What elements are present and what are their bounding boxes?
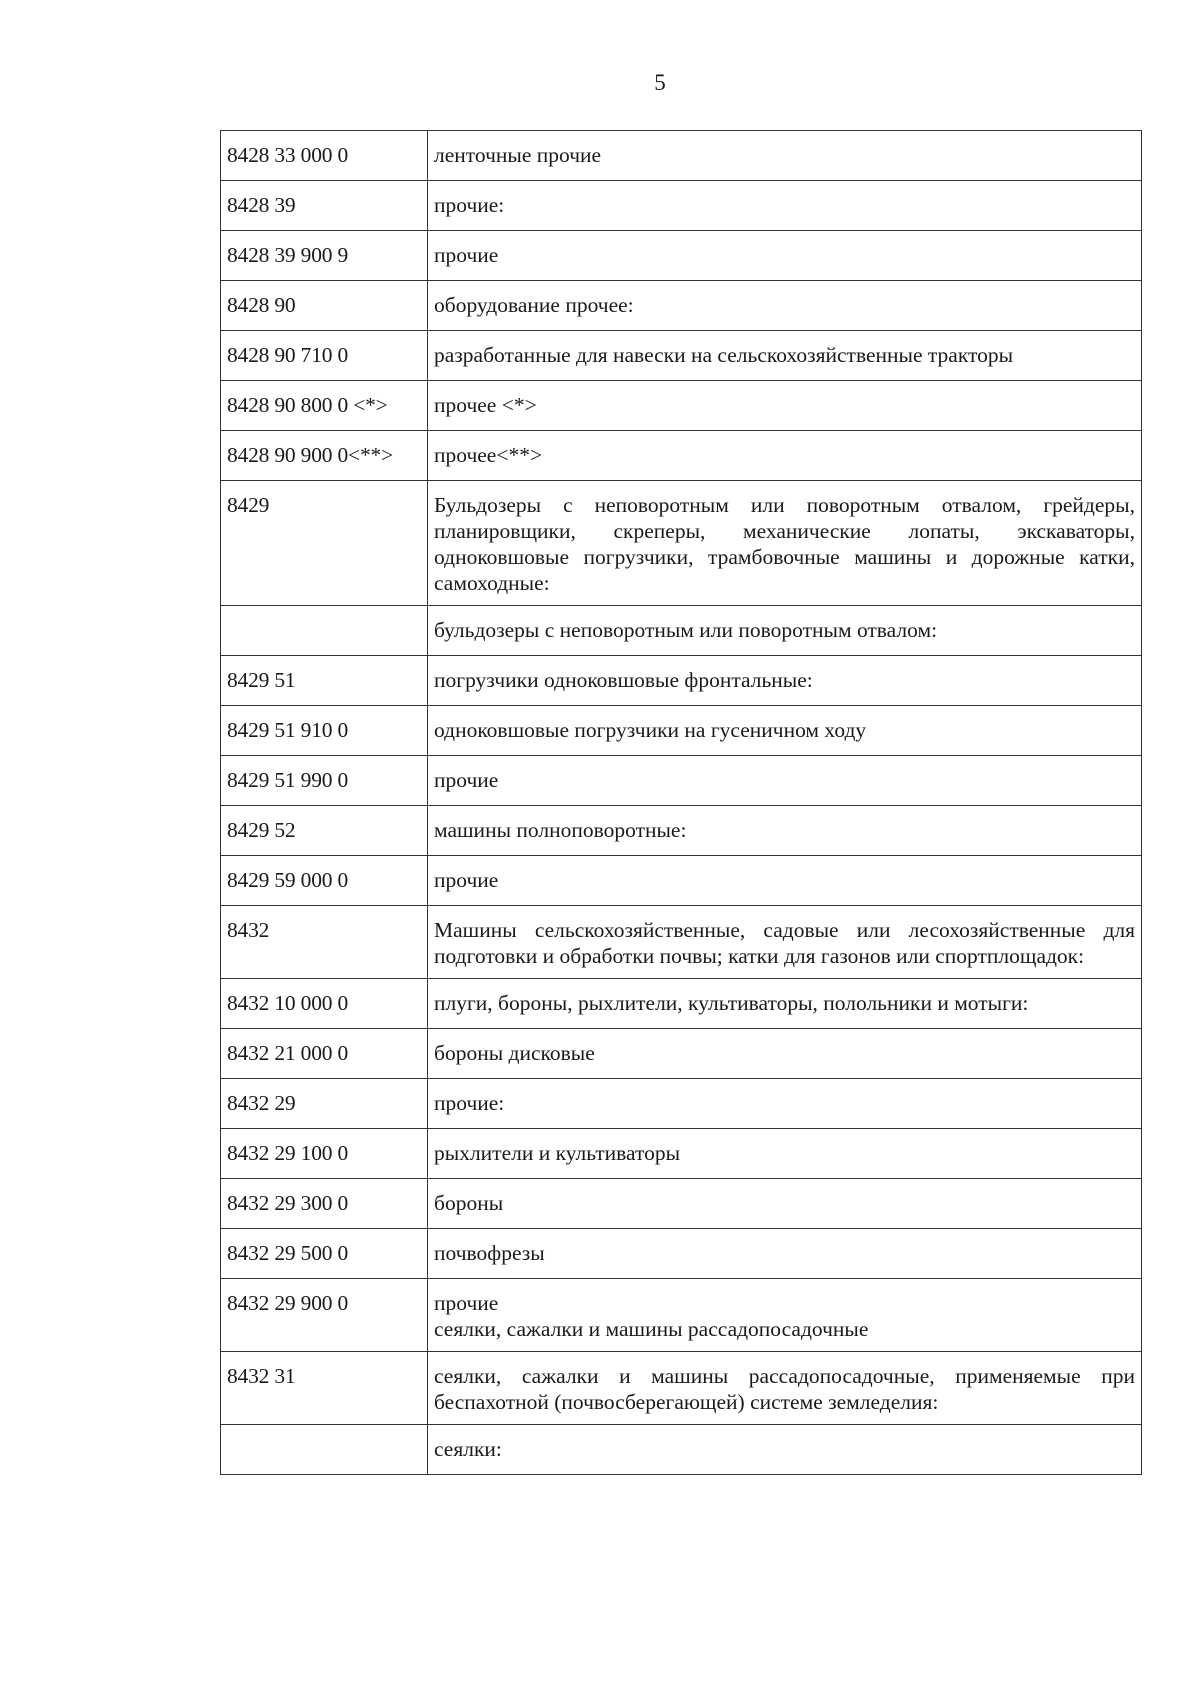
description-cell (428, 1129, 1142, 1179)
table-row (221, 181, 1142, 231)
table-row (221, 431, 1142, 481)
description-line: сеялки, сажалки и машины рассадопосадочные, применяемые при беспахотной (почвосберегающей) системе земледелия: (434, 1364, 1135, 1414)
description-line: погрузчики одноковшовые фронтальные: (434, 668, 813, 692)
page-number: 5 (654, 70, 666, 95)
code-cell: 8428 39 900 9 (221, 231, 428, 281)
description-line: Машины сельскохозяйственные, садовые или лесохозяйственные для подготовки и обработки почвы; катки для газонов или спортплощадок: (434, 918, 1135, 968)
code-cell: 8432 29 900 0 (221, 1279, 428, 1352)
description-cell (428, 656, 1142, 706)
code-cell: 8432 29 (221, 1079, 428, 1129)
description-cell (428, 856, 1142, 906)
description-line: сеялки, сажалки и машины рассадопосадочные (434, 1317, 869, 1341)
table-body (221, 131, 1142, 1475)
tnved-code-table (220, 130, 1142, 1475)
table-row (221, 1079, 1142, 1129)
table-row (221, 381, 1142, 431)
table-row (221, 1352, 1142, 1425)
code-cell: 8429 51 990 0 (221, 756, 428, 806)
code-cell: 8428 90 900 0<**> (221, 431, 428, 481)
description-cell (428, 181, 1142, 231)
description-line: прочие (434, 868, 499, 892)
description-cell (428, 1425, 1142, 1475)
table-row (221, 481, 1142, 606)
description-cell (428, 381, 1142, 431)
code-cell: 8432 10 000 0 (221, 979, 428, 1029)
table-row (221, 331, 1142, 381)
table-row (221, 1029, 1142, 1079)
code-cell: 8429 51 (221, 656, 428, 706)
code-cell (221, 1425, 428, 1475)
description-cell (428, 1352, 1142, 1425)
table-row (221, 1179, 1142, 1229)
description-line: бороны дисковые (434, 1041, 595, 1065)
code-cell: 8428 90 800 0 <*> (221, 381, 428, 431)
description-cell (428, 1079, 1142, 1129)
description-cell (428, 1029, 1142, 1079)
table-row (221, 906, 1142, 979)
code-cell: 8432 29 100 0 (221, 1129, 428, 1179)
table-row (221, 1425, 1142, 1475)
code-cell: 8429 52 (221, 806, 428, 856)
table-row (221, 1129, 1142, 1179)
code-cell (221, 606, 428, 656)
code-cell: 8432 29 300 0 (221, 1179, 428, 1229)
code-cell: 8429 51 910 0 (221, 706, 428, 756)
code-cell: 8428 90 (221, 281, 428, 331)
description-line: разработанные для навески на сельскохозяйственные тракторы (434, 343, 1014, 367)
description-line: прочие (434, 768, 499, 792)
description-cell (428, 806, 1142, 856)
description-line: прочие: (434, 193, 505, 217)
code-cell: 8432 31 (221, 1352, 428, 1425)
description-cell (428, 1279, 1142, 1352)
description-line: бульдозеры с неповоротным или поворотным отвалом: (434, 618, 938, 642)
table-row (221, 131, 1142, 181)
description-line: прочие: (434, 1091, 505, 1115)
table-row (221, 606, 1142, 656)
description-cell (428, 906, 1142, 979)
description-line: сеялки: (434, 1437, 502, 1461)
table-row (221, 281, 1142, 331)
description-cell (428, 131, 1142, 181)
description-line: прочее<**> (434, 443, 543, 467)
description-cell (428, 231, 1142, 281)
description-cell (428, 481, 1142, 606)
code-cell: 8429 (221, 481, 428, 606)
table-row (221, 756, 1142, 806)
code-cell: 8429 59 000 0 (221, 856, 428, 906)
code-cell: 8432 21 000 0 (221, 1029, 428, 1079)
table-row (221, 806, 1142, 856)
description-line: машины полноповоротные: (434, 818, 687, 842)
code-cell: 8428 90 710 0 (221, 331, 428, 381)
description-cell (428, 706, 1142, 756)
description-line: почвофрезы (434, 1241, 545, 1265)
description-line: бороны (434, 1191, 504, 1215)
description-line: рыхлители и культиваторы (434, 1141, 681, 1165)
table-row (221, 1229, 1142, 1279)
description-line: прочие (434, 243, 499, 267)
table-row (221, 979, 1142, 1029)
table-row (221, 706, 1142, 756)
table-row (221, 231, 1142, 281)
table-row (221, 656, 1142, 706)
table-row (221, 1279, 1142, 1352)
description-line: Бульдозеры с неповоротным или поворотным отвалом, грейдеры, планировщики, скреперы, механические лопаты, экскаваторы, одноковшовые погрузчики, трамбовочные машины и дорожные катки, самоходные: (434, 493, 1135, 595)
table-row (221, 856, 1142, 906)
description-line: одноковшовые погрузчики на гусеничном ходу (434, 718, 867, 742)
description-line: плуги, бороны, рыхлители, культиваторы, полольники и мотыги: (434, 991, 1029, 1015)
description-cell (428, 979, 1142, 1029)
code-cell: 8428 33 000 0 (221, 131, 428, 181)
code-cell: 8432 (221, 906, 428, 979)
code-cell: 8428 39 (221, 181, 428, 231)
description-line: оборудование прочее: (434, 293, 634, 317)
description-line: прочие (434, 1291, 499, 1315)
description-cell (428, 1229, 1142, 1279)
description-cell (428, 606, 1142, 656)
description-cell (428, 756, 1142, 806)
description-line: прочее <*> (434, 393, 537, 417)
code-cell: 8432 29 500 0 (221, 1229, 428, 1279)
description-cell (428, 1179, 1142, 1229)
description-cell (428, 431, 1142, 481)
description-line: ленточные прочие (434, 143, 602, 167)
description-cell (428, 331, 1142, 381)
description-cell (428, 281, 1142, 331)
